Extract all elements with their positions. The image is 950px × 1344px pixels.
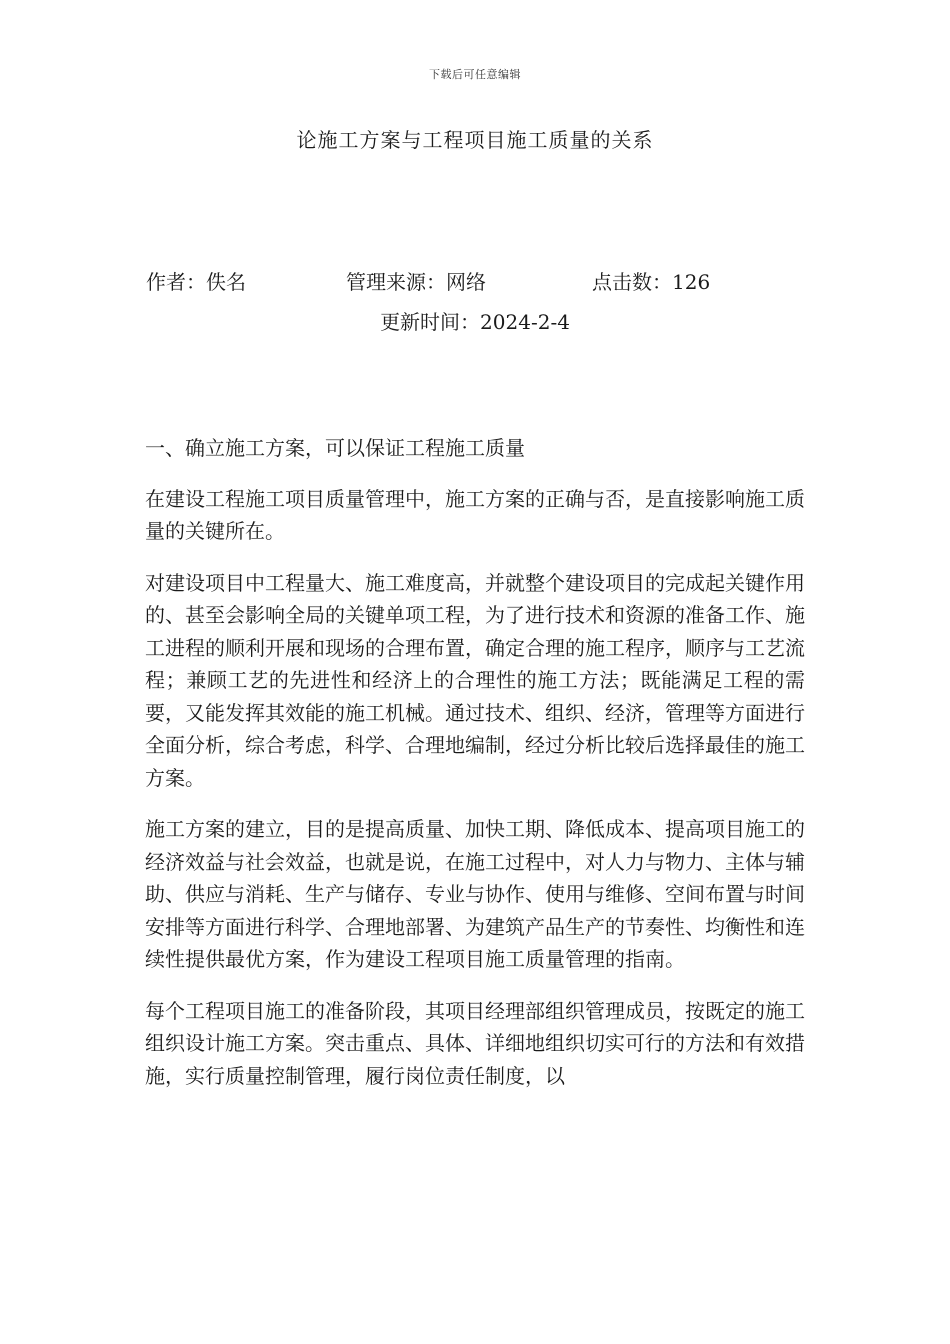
meta-updated: 更新时间：2024-2-4 [380, 310, 570, 334]
meta-source: 管理来源：网络 [346, 270, 486, 294]
article-meta [146, 266, 806, 296]
header-note: 下载后可任意编辑 [429, 68, 521, 81]
paragraph: 每个工程项目施工的准备阶段，其项目经理部组织管理成员，按既定的施工组织设计施工方案。突击重点、具体、详细地组织切实可行的方法和有效措施，实行质量控制管理，履行岗位责任制度，以 [145, 998, 805, 1088]
section-heading: 一、确立施工方案，可以保证工程施工质量 [145, 436, 525, 460]
paragraph: 对建设项目中工程量大、施工难度高，并就整个建设项目的完成起关键作用的、甚至会影响全局的关键单项工程，为了进行技术和资源的准备工作、施工进程的顺利开展和现场的合理布置，确定合理的施工程序，顺序与工艺流程；兼顾工艺的先进性和经济上的合理性的施工方法；既能满足工程的需要，又能发挥其效能的施工机械。通过技术、组织、经济，管理等方面进行全面分析，综合考虑，科学、合理地编制，经过分析比较后选择最佳的施工方案。 [145, 570, 805, 790]
page-title: 论施工方案与工程项目施工质量的关系 [296, 128, 654, 152]
meta-author: 作者：佚名 [146, 270, 246, 294]
meta-clicks: 点击数：126 [592, 270, 711, 294]
article-body [145, 432, 805, 1111]
paragraph: 在建设工程施工项目质量管理中，施工方案的正确与否，是直接影响施工质量的关键所在。 [145, 486, 805, 543]
paragraph: 施工方案的建立，目的是提高质量、加快工期、降低成本、提高项目施工的经济效益与社会效益，也就是说，在施工过程中，对人力与物力、主体与辅助、供应与消耗、生产与储存、专业与协作、使用与维修、空间布置与时间安排等方面进行科学、合理地部署、为建筑产品生产的节奏性、均衡性和连续性提供最优方案，作为建设工程项目施工质量管理的指南。 [145, 817, 805, 971]
